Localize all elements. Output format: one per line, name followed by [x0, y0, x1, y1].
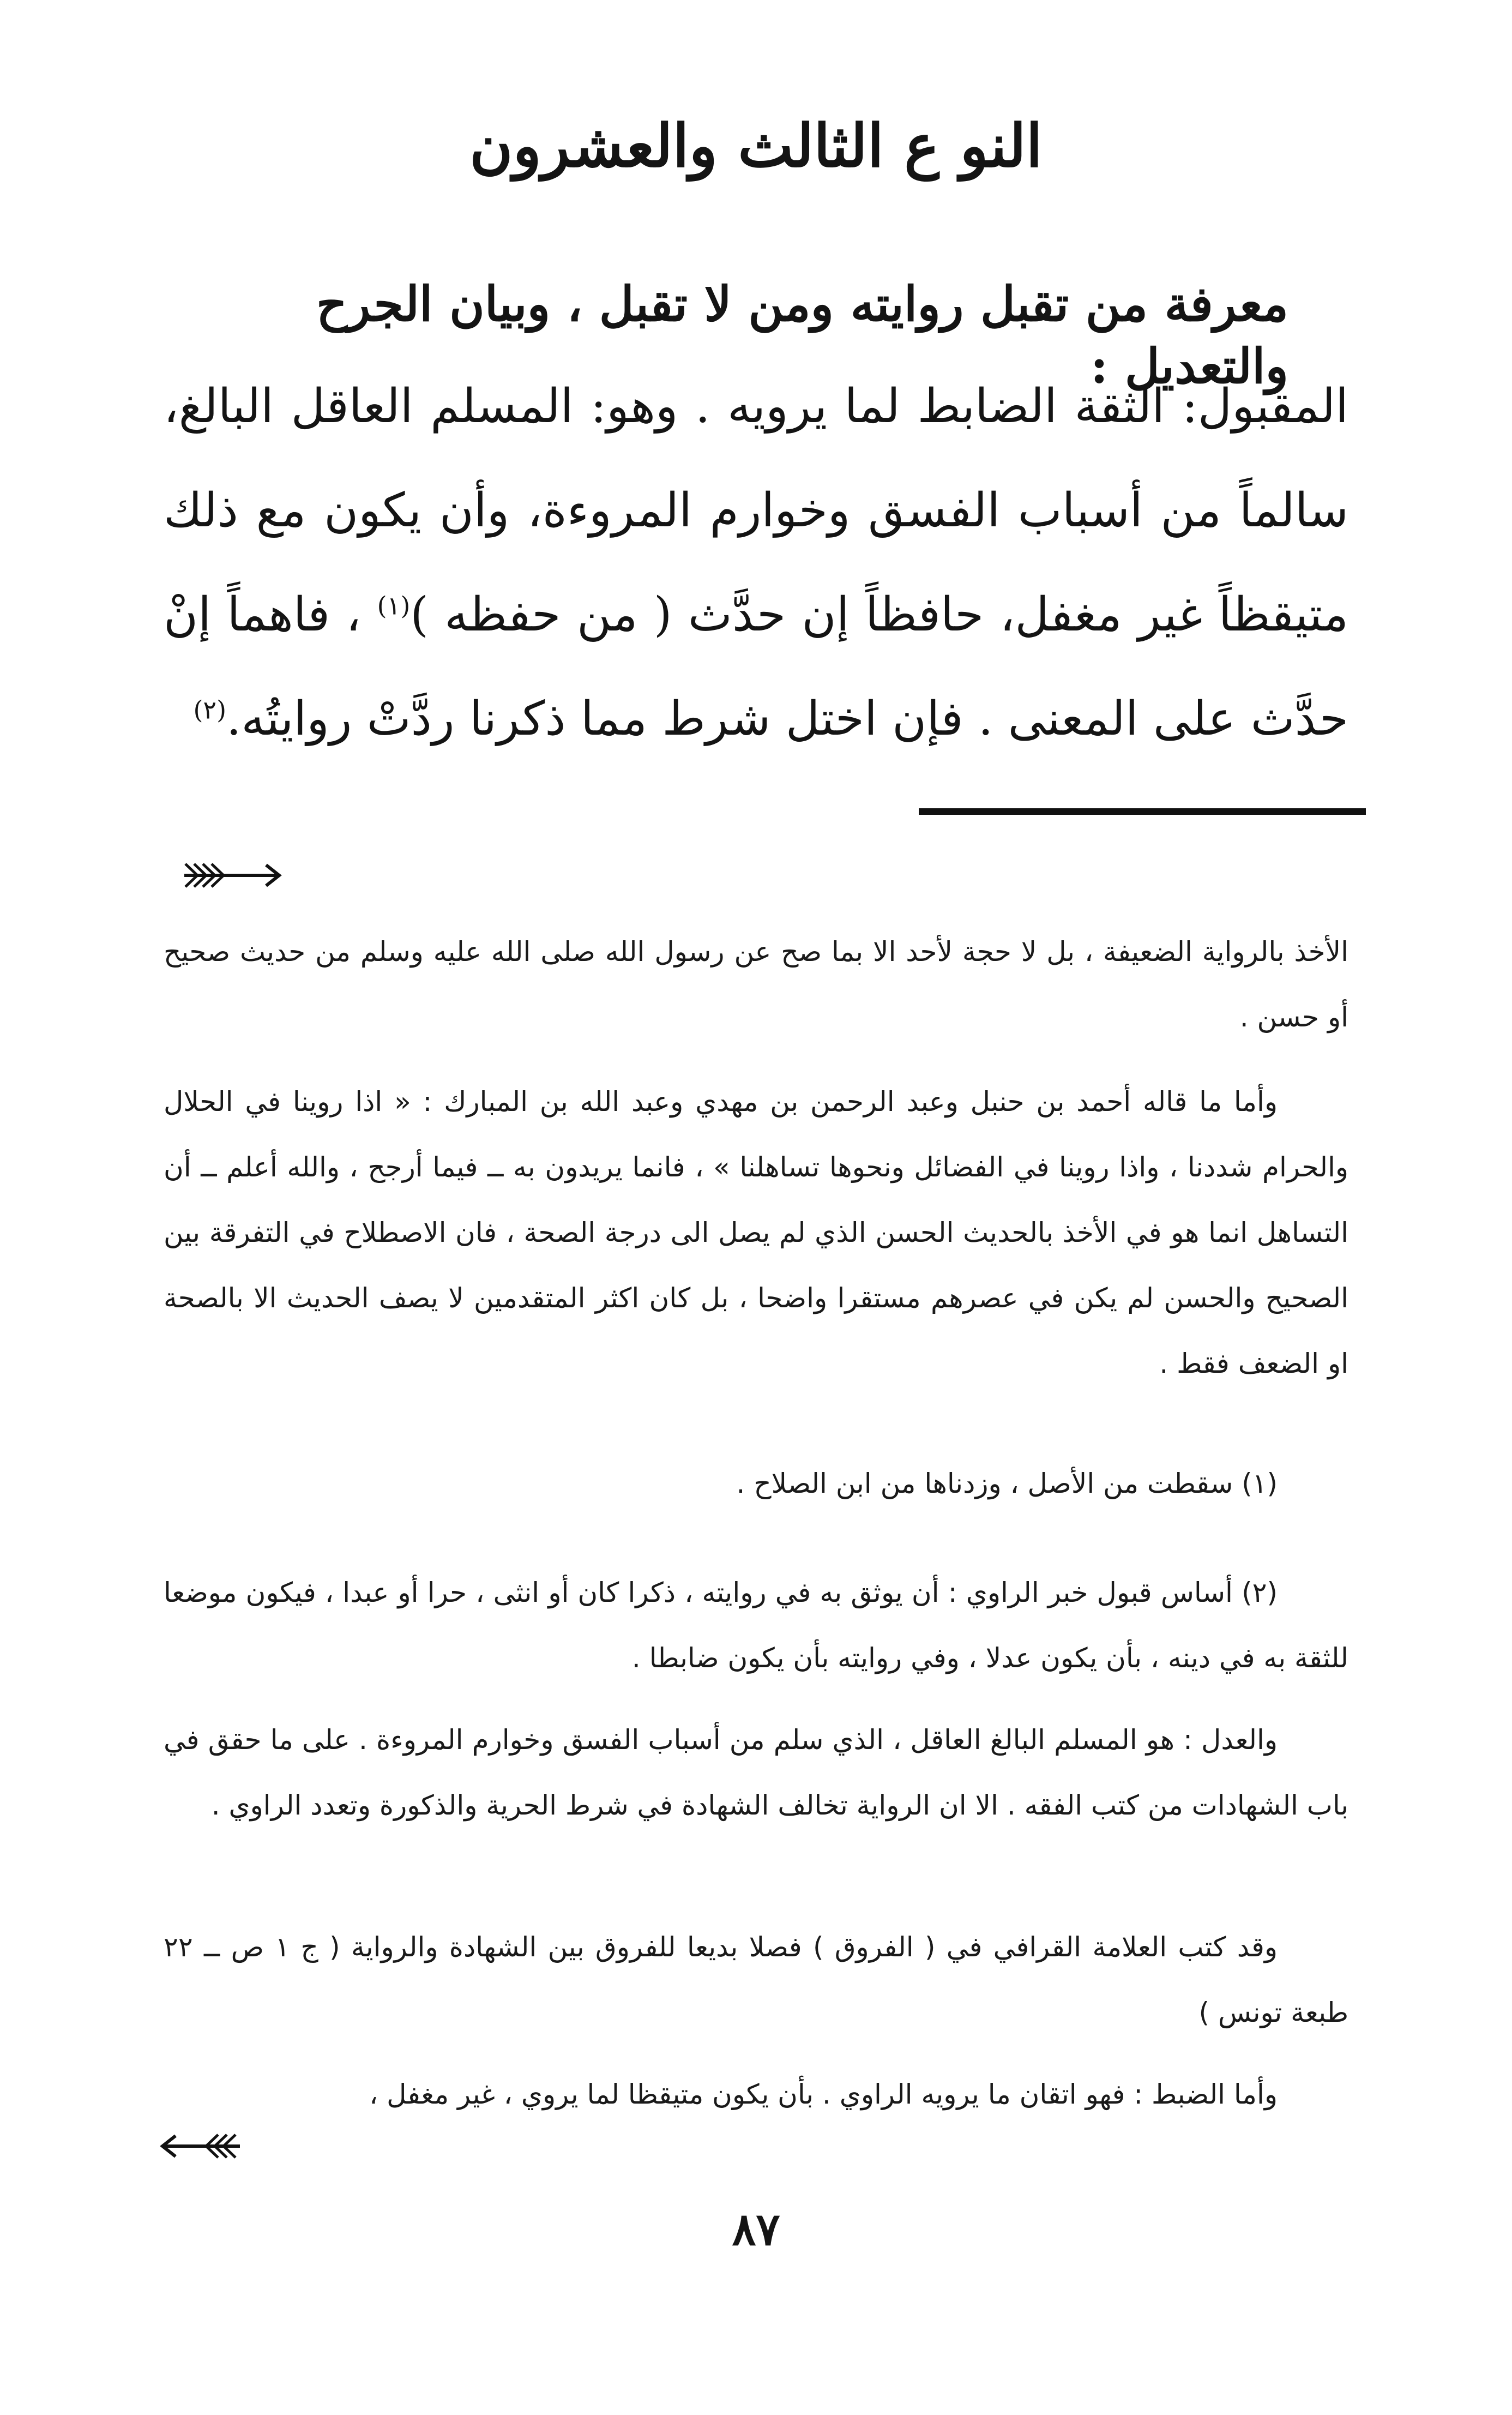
footnote-text: (١) سقطت من الأصل ، وزدناها من ابن الصلاح .	[736, 1468, 1278, 1499]
footnote-ref-1: (١)	[377, 591, 411, 621]
footnote-text: وأما ما قاله أحمد بن حنبل وعبد الرحمن بن مهدي وعبد الله بن المبارك : « اذا روينا في الحلال والحرام شددنا ، واذا روينا في الفضائل ونحوها تساهلنا » ، فانما يريدون به ــ فيما أرجح ، والله أعلم ــ أن التساهل انما هو في الأخذ بالحديث الحسن الذي لم يصل الى درجة الصحة ، فان الاصطلاح في التفرقة بين الصحيح والحسن لم يكن في عصرهم مستقرا واضحا ، بل كان اكثر المتقدمين لا يصف الحديث الا بالصحة او الضعف فقط .	[164, 1086, 1348, 1379]
page-number: ٨٧	[732, 2203, 780, 2256]
footnote-1	[164, 1451, 1348, 1516]
main-text-part-2: ، فاهماً إنْ حدَّث على المعنى . فإن اختل شرط مما ذكرنا ردَّتْ روايتُه.	[164, 587, 1348, 746]
main-text-part-1: المقبول: الثقة الضابط لما يرويه . وهو: المسلم العاقل البالغ، سالماً من أسباب الفسق وخوارم المروءة، وأن يكون مع ذلك متيقظاً غير مغفل، حافظاً إن حدَّث ( من حفظه )	[164, 379, 1349, 642]
footnote-ref-2: (٢)	[193, 695, 227, 725]
footnote-2	[164, 1560, 1348, 1691]
footnote-text: والعدل : هو المسلم البالغ العاقل ، الذي سلم من أسباب الفسق وخوارم المروءة . على ما حقق في باب الشهادات من كتب الفقه . الا ان الرواية تخالف الشهادة في شرط الحرية والذكورة وتعدد الراوي .	[164, 1724, 1348, 1821]
footnote-paragraph	[164, 1069, 1348, 1396]
footnote-continuation	[164, 919, 1348, 1050]
footnote-paragraph	[164, 1914, 1348, 2045]
continuation-arrow-icon	[180, 856, 284, 894]
footnote-paragraph	[164, 1707, 1348, 1838]
chapter-title: النو ع الثالث والعشرون	[469, 112, 1043, 181]
section-heading: معرفة من تقبل روايته ومن لا تقبل ، وبيان الجرح والتعديل :	[316, 275, 1288, 395]
footnote-paragraph	[164, 2062, 1348, 2127]
main-paragraph	[164, 355, 1348, 771]
footnote-text: (٢) أساس قبول خبر الراوي : أن يوثق به في روايته ، ذكرا كان أو انثى ، حرا أو عبدا ، فيكون موضعا للثقة به في دينه ، بأن يكون عدلا ، وفي روايته بأن يكون ضابطا .	[164, 1577, 1348, 1674]
footnote-text: وقد كتب العلامة القرافي في ( الفروق ) فصلا بديعا للفروق بين الشهادة والرواية ( ج ١ ص ــ ٢٢ طبعة تونس )	[164, 1931, 1348, 2028]
footnote-text: وأما الضبط : فهو اتقان ما يرويه الراوي . بأن يكون متيقظا لما يروي ، غير مغفل ،	[369, 2078, 1278, 2110]
back-arrow-icon	[158, 2127, 245, 2165]
footnote-separator	[919, 808, 1366, 815]
footnote-text: الأخذ بالرواية الضعيفة ، بل لا حجة لأحد الا بما صح عن رسول الله صلى الله عليه وسلم من حديث صحيح أو حسن .	[164, 936, 1348, 1033]
